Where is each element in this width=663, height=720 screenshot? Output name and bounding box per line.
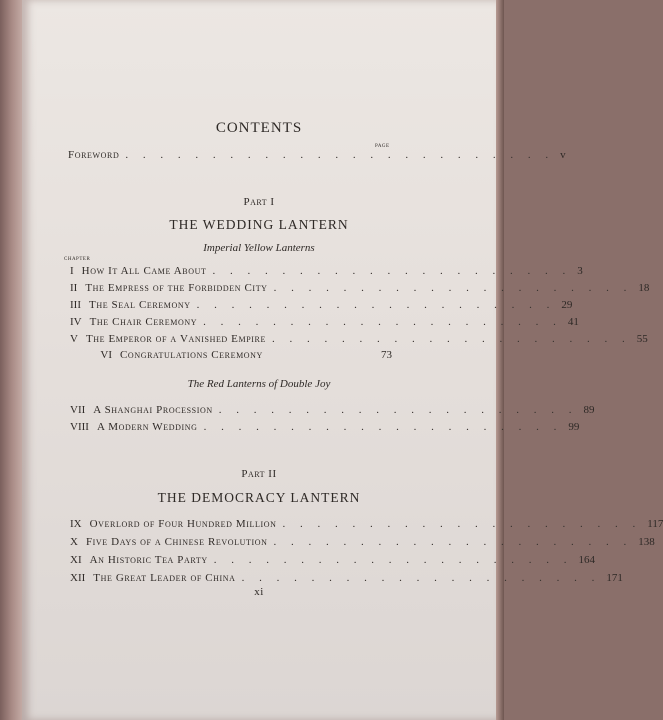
chapter-row (70, 419, 580, 435)
chapter-page: 164 (578, 554, 595, 566)
chapter-number: VII (70, 404, 86, 416)
chapter-row (70, 280, 650, 296)
part-1-label: Part I (243, 196, 275, 208)
chapter-title: The Great Leader of China (93, 572, 236, 584)
chapter-row (70, 534, 655, 550)
chapter-page: 117 (647, 518, 663, 530)
chapter-row (70, 570, 623, 586)
chapter-number: IV (70, 316, 82, 328)
part-1-title: THE WEDDING LANTERN (169, 217, 349, 232)
leader-dots: . . . . . . . . . . . . . . . . . . . . . (271, 333, 631, 345)
chapter-page: 171 (606, 572, 623, 584)
chapter-title: How It All Came About (81, 265, 207, 277)
chapter-page: 73 (381, 349, 392, 361)
chapter-row (70, 297, 573, 313)
part-2-label: Part II (241, 468, 277, 480)
chapter-row (70, 263, 583, 279)
leader-dots: . . . . . . . . . . . . . . . . . . . . . (241, 572, 601, 584)
leader-dots: . . . . . . . . . . . . . . . . . . . . . (196, 299, 556, 311)
leader-dots: . . . . . . . . . . . . . . . . . . . . . (273, 536, 633, 548)
foreword-row (68, 147, 566, 163)
chapter-row (70, 516, 663, 532)
chapter-page: 41 (567, 316, 579, 328)
chapter-title: An Historic Tea Party (89, 554, 208, 566)
leader-dots: . . . . . . . . . . . . . . . . . . . . . (212, 265, 572, 277)
chapter-title: A Shanghai Procession (93, 404, 213, 416)
chapter-title: The Seal Ceremony (89, 299, 191, 311)
chapter-page: 55 (636, 333, 648, 345)
chapter-row (70, 402, 595, 418)
leader-dots: . . . . . . . . . . . . . . . . . . . . . (273, 282, 633, 294)
chapter-page: 138 (638, 536, 655, 548)
chapter-number: III (70, 299, 81, 311)
chapter-title: The Empress of the Forbidden City (85, 282, 268, 294)
leader-dots: . . . . . . . . . . . . . . . . . . . . . (213, 554, 573, 566)
chapter-page: 3 (577, 265, 583, 277)
contents-heading: CONTENTS (215, 120, 303, 136)
chapter-column-label: CHAPTER (64, 257, 91, 262)
chapter-title: The Chair Ceremony (89, 316, 198, 328)
chapter-number: X (70, 536, 78, 548)
leader-dots: . . . . . . . . . . . . . . . . . . . . . (203, 316, 562, 328)
chapter-number: I (70, 265, 74, 277)
chapter-row (70, 552, 595, 568)
chapter-row (70, 347, 392, 363)
chapter-title: Overlord of Four Hundred Million (89, 518, 277, 530)
chapter-title: Five Days of a Chinese Revolution (85, 536, 268, 548)
chapter-number: IX (70, 518, 82, 530)
leader-dots: . . . . . . . . . . . . . . . . . . . . . (218, 404, 578, 416)
chapter-row (70, 314, 579, 330)
chapter-number: II (70, 282, 78, 294)
foreword-title: Foreword (68, 149, 120, 161)
page-column-label: PAGE (375, 144, 390, 149)
page-number: xi (254, 586, 264, 598)
section-subtitle: Imperial Yellow Lanterns (203, 242, 315, 254)
chapter-page: 99 (568, 421, 580, 433)
chapter-page: 18 (638, 282, 650, 294)
chapter-page: 89 (583, 404, 595, 416)
scan-background-right (496, 0, 504, 720)
chapter-number: VI (100, 349, 112, 361)
chapter-title: The Emperor of a Vanished Empire (85, 333, 266, 345)
chapter-number: XII (70, 572, 86, 584)
leader-dots: . . . . . . . . . . . . . . . . . . . . . (203, 421, 563, 433)
chapter-number: VIII (70, 421, 89, 433)
chapter-number: V (70, 333, 78, 345)
section-subtitle: The Red Lanterns of Double Joy (187, 378, 331, 390)
chapter-page: 29 (561, 299, 573, 311)
part-2-title: THE DEMOCRACY LANTERN (157, 490, 361, 505)
chapter-number: XI (70, 554, 82, 566)
foreword-page: v (560, 149, 566, 161)
book-page (22, 0, 663, 720)
chapter-row (70, 331, 648, 347)
chapter-title: A Modern Wedding (96, 421, 198, 433)
chapter-title: Congratulations Ceremony (120, 349, 263, 361)
leader-dots: . . . . . . . . . . . . . . . . . . . . . (282, 518, 642, 530)
leader-dots: . . . . . . . . . . . . . . . . . . . . . . . . . (125, 149, 555, 161)
